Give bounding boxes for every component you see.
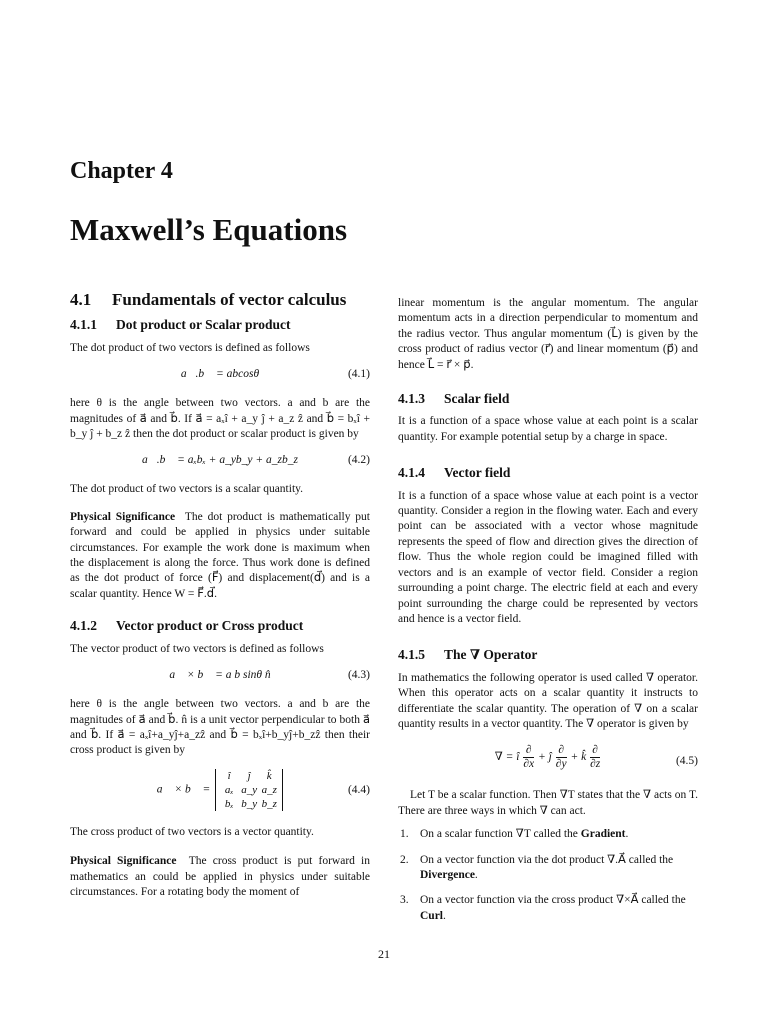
equation-4-3 [70,665,370,689]
list-text-run: On a vector function via the dot product ∇.A⃗ called the [420,853,674,866]
list-item [398,853,698,884]
term-curl: Curl [420,909,443,922]
fraction [556,744,567,771]
subsection-4-1-3-heading [398,391,698,406]
equation-term: + k̂ [570,751,587,764]
paragraph: It is a function of a space whose value at each point is a vector quantity. Consider a region in the flowing water. Each and every point can be associated with a vector whose magnitude represents the speed of flow and direction gives the direction of flow. Thus the whole region could be imagined filled with vectors and is an example of vector field. Consider a region surrounding a point charge. The electric field at each and every point surrounding the charge could be represented by vectors and hence is a vector field. [398,489,698,625]
equation-4-2 [70,450,370,474]
determinant-matrix [215,769,283,811]
paragraph: The cross product of two vectors is a vector quantity. [70,825,314,838]
equation-4-4 [70,767,370,817]
list-text-run: On a vector function via the cross product ∇×A⃗ called the [420,894,686,907]
operator-list [398,827,698,924]
section-4-1-heading [70,292,370,307]
matrix-cell: a_y [241,783,258,796]
list-text-run: . [443,909,446,922]
subsection-4-1-5-heading [398,647,698,662]
list-text [420,853,698,884]
equation-4-1 [70,364,370,388]
right-column [398,296,698,934]
matrix-cell: î [227,769,231,782]
subsection-title: Dot product or Scalar product [116,317,291,333]
matrix-cell: k̂ [266,769,272,782]
section-number: 4.1 [70,290,92,309]
paragraph: Let T be a scalar function. Then ∇T states that the ∇ acts on T. There are three ways in which ∇ can act. [398,789,698,817]
matrix-cell: bₓ [224,797,234,810]
fraction-denominator: ∂x [523,758,535,771]
matrix-cell: ĵ [247,769,251,782]
fraction-denominator: ∂z [590,758,601,771]
list-item [398,893,698,924]
matrix-cell: b_z [261,797,277,810]
list-number: 3. [400,894,409,907]
paragraph: In mathematics the following operator is used called ∇ operator. When this operator acts on a scalar quantity it instructs to differentiate the scalar quantity. The operation of ∇ on a scalar quantity results in a vector quantity. The ∇ operator is given by [398,671,698,730]
paragraph-text: The dot product is mathematically put forward and could be applied in physics under suitable circumstances. For example the work done is maximum when the displacement is along the force. Thus work done is defined as the dot product of force (F⃗) and displacement(d⃗) and is a scalar quantity. Hence W = F⃗.d⃗. [70,510,370,600]
paragraph: The vector product of two vectors is defined as follows [70,642,324,655]
paragraph: here θ is the angle between two vectors. a and b are the magnitudes of a⃗ and b⃗. If a⃗ = aₓî + a_y ĵ + a_z ẑ and b⃗ = bₓî + b_y ĵ + b_z ẑ then the dot product or scalar product is given by [70,397,370,441]
subsection-title: Vector product or Cross product [116,618,304,634]
subsection-number: 4.1.1 [70,317,97,333]
run-in-heading: Physical Significance [70,855,177,868]
equation-expression: a⃗.b⃗ = abcosθ [180,368,260,381]
equation-number: (4.1) [347,368,370,381]
paragraph: here θ is the angle between two vectors. a and b are the magnitudes of a⃗ and b⃗. n̂ is a unit vector perpendicular to both a⃗ and b⃗. If a⃗ = aₓî+a_yĵ+a_zẑ and b⃗ = bₓî+b_yĵ+b_zẑ then their cross product is given by [70,698,370,757]
subsection-4-1-2-heading [70,618,370,633]
equation-expression: a⃗ × b⃗ = a b sinθ n̂ [169,669,271,682]
matrix-cell: aₓ [224,783,234,796]
equation-expression [70,769,370,811]
subsection-number: 4.1.5 [398,647,425,663]
matrix-cell: a_z [261,783,277,796]
subsection-number: 4.1.3 [398,391,425,407]
equation-expression: a⃗.b⃗ = aₓbₓ + a_yb_y + a_zb_z [142,454,298,467]
page-number: 21 [378,947,390,961]
list-text [420,893,698,924]
equation-4-5 [398,740,698,780]
subsection-title: Vector field [444,465,511,481]
equation-number: (4.5) [675,755,698,768]
section-title: Fundamentals of vector calculus [112,290,347,309]
fraction-numerator: ∂ [590,744,600,758]
physical-significance-paragraph [70,854,370,900]
continued-paragraph: linear momentum is the angular momentum. The angular momentum acts in a direction perpendicular to momentum and the radius vector. Thus angular momentum (L⃗) is given by the cross product of radius vector (r⃗) and linear momentum (p⃗) and hence L⃗ = r⃗ × p⃗. [398,297,698,371]
subsection-title: The ∇ Operator [444,647,538,663]
list-number: 2. [400,853,409,866]
fraction-denominator: ∂y [555,758,567,771]
equation-expression [398,744,698,771]
list-text-run: On a scalar function ∇T called the [420,828,581,841]
equation-number: (4.2) [347,454,370,467]
chapter-label: Chapter 4 [70,158,173,184]
equation-term: + ĵ [538,751,552,764]
fraction [523,744,534,771]
paragraph: It is a function of a space whose value at each point is a scalar quantity. For example potential setup by a charge in space. [398,415,698,443]
paragraph: The dot product of two vectors is a scalar quantity. [70,483,304,496]
chapter-title: Maxwell’s Equations [70,212,348,247]
equation-term: ∇ = î [494,751,520,764]
matrix-cell: b_y [241,797,258,810]
subsection-number: 4.1.2 [70,618,97,634]
list-text [420,827,698,842]
subsection-number: 4.1.4 [398,465,425,481]
equation-lhs: a⃗ × b⃗ = [156,783,211,796]
list-text-run: . [625,828,629,841]
fraction-numerator: ∂ [523,744,534,758]
equation-number: (4.4) [347,783,370,796]
subsection-4-1-1-heading [70,317,370,332]
list-number: 1. [400,828,409,841]
paragraph: The dot product of two vectors is defined as follows [70,341,310,354]
subsection-4-1-4-heading [398,465,698,480]
list-item [398,827,698,842]
term-gradient: Gradient [580,828,626,841]
subsection-title: Scalar field [444,391,510,407]
run-in-heading: Physical Significance [70,510,176,523]
left-column [70,292,370,908]
fraction-numerator: ∂ [556,744,567,758]
paragraph-text: The cross product is put forward in mathematics an could be applied in physics under suitable circumstances. For a rotating body the moment of [70,855,370,898]
list-text-run: . [474,868,478,881]
equation-number: (4.3) [347,669,370,682]
fraction [590,744,600,771]
term-divergence: Divergence [420,868,475,881]
physical-significance-paragraph [70,510,370,602]
